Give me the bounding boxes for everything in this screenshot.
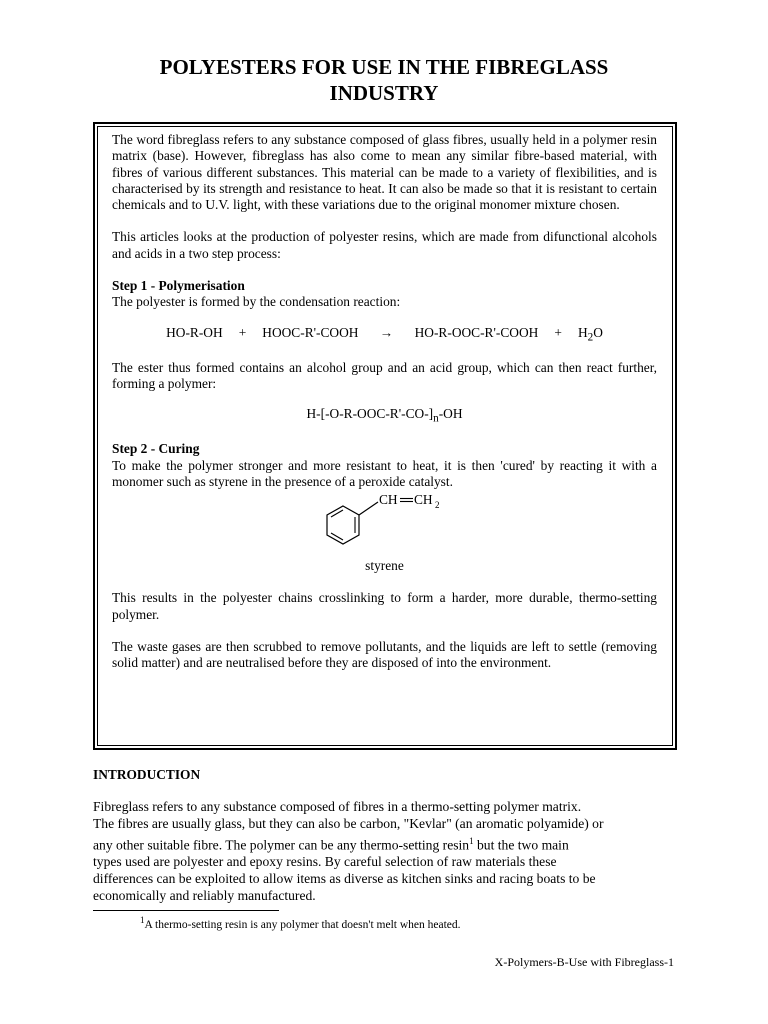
footnote-divider	[93, 910, 279, 911]
introduction-paragraph: Fibreglass refers to any substance composed of fibres in a thermo-setting polymer matrix. The fibres are usually glass, but they can also be carbon, "Kevlar" (an aromatic polyamide) or any other suitable fibre. The polymer can be any thermo-setting resin$^1$ but the two main types used are polyester and epoxy resins. By careful selection of raw materials these differences can be exploited to allow items as diverse as kitchen sinks and racing boats to be economically and reliably manufactured.	[93, 799, 604, 903]
title-line-2: INDUSTRY	[329, 81, 439, 105]
product-water: $H_2O$	[577, 324, 603, 344]
step2-text: To make the polymer stronger and more resistant to heat, it is then 'cured' by reacting it with a monomer such as styrene in the presence of a peroxide catalyst.	[112, 457, 657, 489]
styrene-label: styrene	[365, 558, 404, 574]
page-footer: X-Polymers-B-Use with Fibreglass-1	[494, 955, 674, 969]
introduction-heading: INTRODUCTION	[93, 767, 201, 782]
box-paragraph-3: The ester thus formed contains an alcohol group and an acid group, which can then react further, forming a polymer:	[112, 359, 657, 391]
title-line-1: POLYESTERS FOR USE IN THE FIBREGLASS	[159, 55, 609, 79]
vinyl-ch2: CH	[413, 494, 433, 508]
footnote-text: A thermo-setting resin is any polymer that doesn't melt when heated.	[144, 918, 461, 931]
polymer-formula: $H-[-O-R-OOC-R'-CO-]_n-OH$	[306, 406, 463, 425]
footnote-marker: 1	[140, 915, 145, 925]
footnote	[140, 915, 461, 931]
step1-heading: Step 1 - Polymerisation	[112, 278, 245, 294]
product-ester: HO-R-OOC-R'-COOH	[414, 324, 539, 340]
step1-text: The polyester is formed by the condensation reaction:	[112, 294, 401, 310]
condensation-equation	[112, 325, 657, 346]
vinyl-ch: CH	[378, 494, 398, 508]
page-title	[0, 54, 768, 106]
box-paragraph-4: This results in the polyester chains crosslinking to form a harder, more durable, thermo-setting polymer.	[112, 590, 657, 622]
box-paragraph-2: This articles looks at the production of polyester resins, which are made from difunctional alcohols and acids in a two step process:	[112, 229, 657, 261]
plus-sign: +	[238, 324, 247, 340]
reactant-diacid: HOOC-R'-COOH	[262, 324, 359, 340]
plus-sign-2: +	[554, 324, 562, 340]
summary-box	[112, 132, 657, 672]
benzene-ring-icon	[285, 494, 485, 556]
box-paragraph-5: The waste gases are then scrubbed to remove pollutants, and the liquids are left to settle (removing solid matter) and are neutralised before they are disposed of into the environment.	[112, 638, 657, 671]
step2-heading: Step 2 - Curing	[112, 441, 200, 457]
reactant-diol: HO-R-OH	[166, 324, 223, 340]
footnote-reference[interactable]: 1	[469, 835, 474, 846]
reaction-arrow: →	[379, 324, 394, 340]
box-paragraph-1: The word fibreglass refers to any substance composed of glass fibres, usually held in a polymer resin matrix (base). However, fibreglass has also come to mean any similar fibre-based material, with fibres of various different substances. This material can be made to a variety of flexibilities, and is characterised by its strength and resistance to heat. It can also be made so that it is resistant to certain chemicals and to U.V. light, with these variations due to the original monomer mixture chosen.	[112, 132, 657, 213]
vinyl-ch2-subscript: 2	[434, 500, 439, 511]
styrene-structure	[112, 494, 657, 574]
